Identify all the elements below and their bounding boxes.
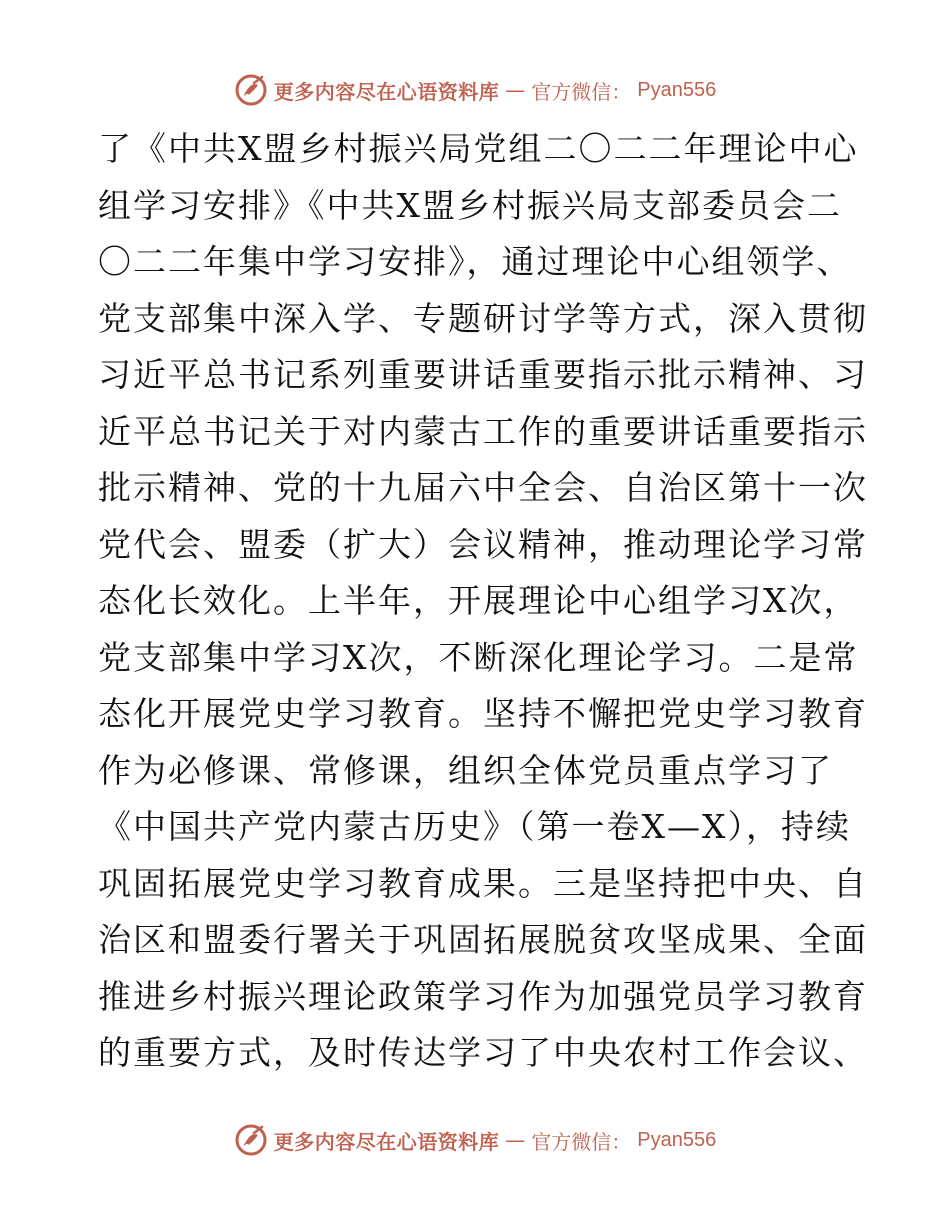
body-line: 习近平总书记系列重要讲话重要指示批示精神、习 bbox=[98, 355, 868, 394]
body-line: 《中国共产党内蒙古历史》（第一卷X—X），持续 bbox=[98, 807, 851, 846]
banner-slogan: 更多内容尽在心语资料库 bbox=[273, 79, 500, 104]
banner-wechat-label: 官方微信： bbox=[531, 1129, 632, 1154]
body-line: 批示精神、党的十九届六中全会、自治区第十一次 bbox=[98, 468, 868, 507]
body-line: 作为必修课、常修课，组织全体党员重点学习了 bbox=[98, 750, 833, 790]
document-body bbox=[98, 121, 868, 1082]
footer-banner bbox=[0, 1120, 950, 1160]
body-line: 态化开展党史学习教育。坚持不懈把党史学习教育 bbox=[98, 694, 868, 733]
body-line: 治区和盟委行署关于巩固拓展脱贫攻坚成果、全面 bbox=[98, 920, 868, 959]
body-line: 的重要方式，及时传达学习了中央农村工作会议、 bbox=[98, 1033, 868, 1072]
body-line: 近平总书记关于对内蒙古工作的重要讲话重要指示 bbox=[98, 411, 868, 451]
body-line: 党支部集中深入学、专题研讨学等方式，深入贯彻 bbox=[98, 298, 868, 338]
body-line: 党代会、盟委（扩大）会议精神，推动理论学习常 bbox=[98, 524, 868, 564]
body-line: 〇二二年集中学习安排》，通过理论中心组领学、 bbox=[98, 242, 852, 281]
banner-slogan: 更多内容尽在心语资料库 bbox=[273, 1129, 500, 1154]
body-line: 了《中共X盟乡村振兴局党组二〇二二年理论中心 bbox=[98, 129, 859, 168]
body-line: 推进乡村振兴理论政策学习作为加强党员学习教育 bbox=[98, 976, 868, 1016]
banner-wechat-id: Pyan556 bbox=[637, 78, 717, 101]
brand-logo-icon bbox=[234, 1123, 268, 1157]
banner-separator: — bbox=[505, 78, 526, 102]
body-line: 巩固拓展党史学习教育成果。三是坚持把中央、自 bbox=[98, 863, 868, 903]
banner-separator: — bbox=[505, 1128, 526, 1152]
banner-wechat-id: Pyan556 bbox=[637, 1128, 717, 1151]
header-banner bbox=[0, 70, 950, 110]
banner-wechat-label: 官方微信： bbox=[531, 79, 632, 104]
body-line: 态化长效化。上半年，开展理论中心组学习X次， bbox=[98, 581, 859, 620]
body-line: 党支部集中学习X次，不断深化理论学习。二是常 bbox=[98, 637, 859, 677]
body-line: 组学习安排》《中共X盟乡村振兴局支部委员会二 bbox=[98, 185, 842, 225]
brand-logo-icon bbox=[234, 73, 268, 107]
